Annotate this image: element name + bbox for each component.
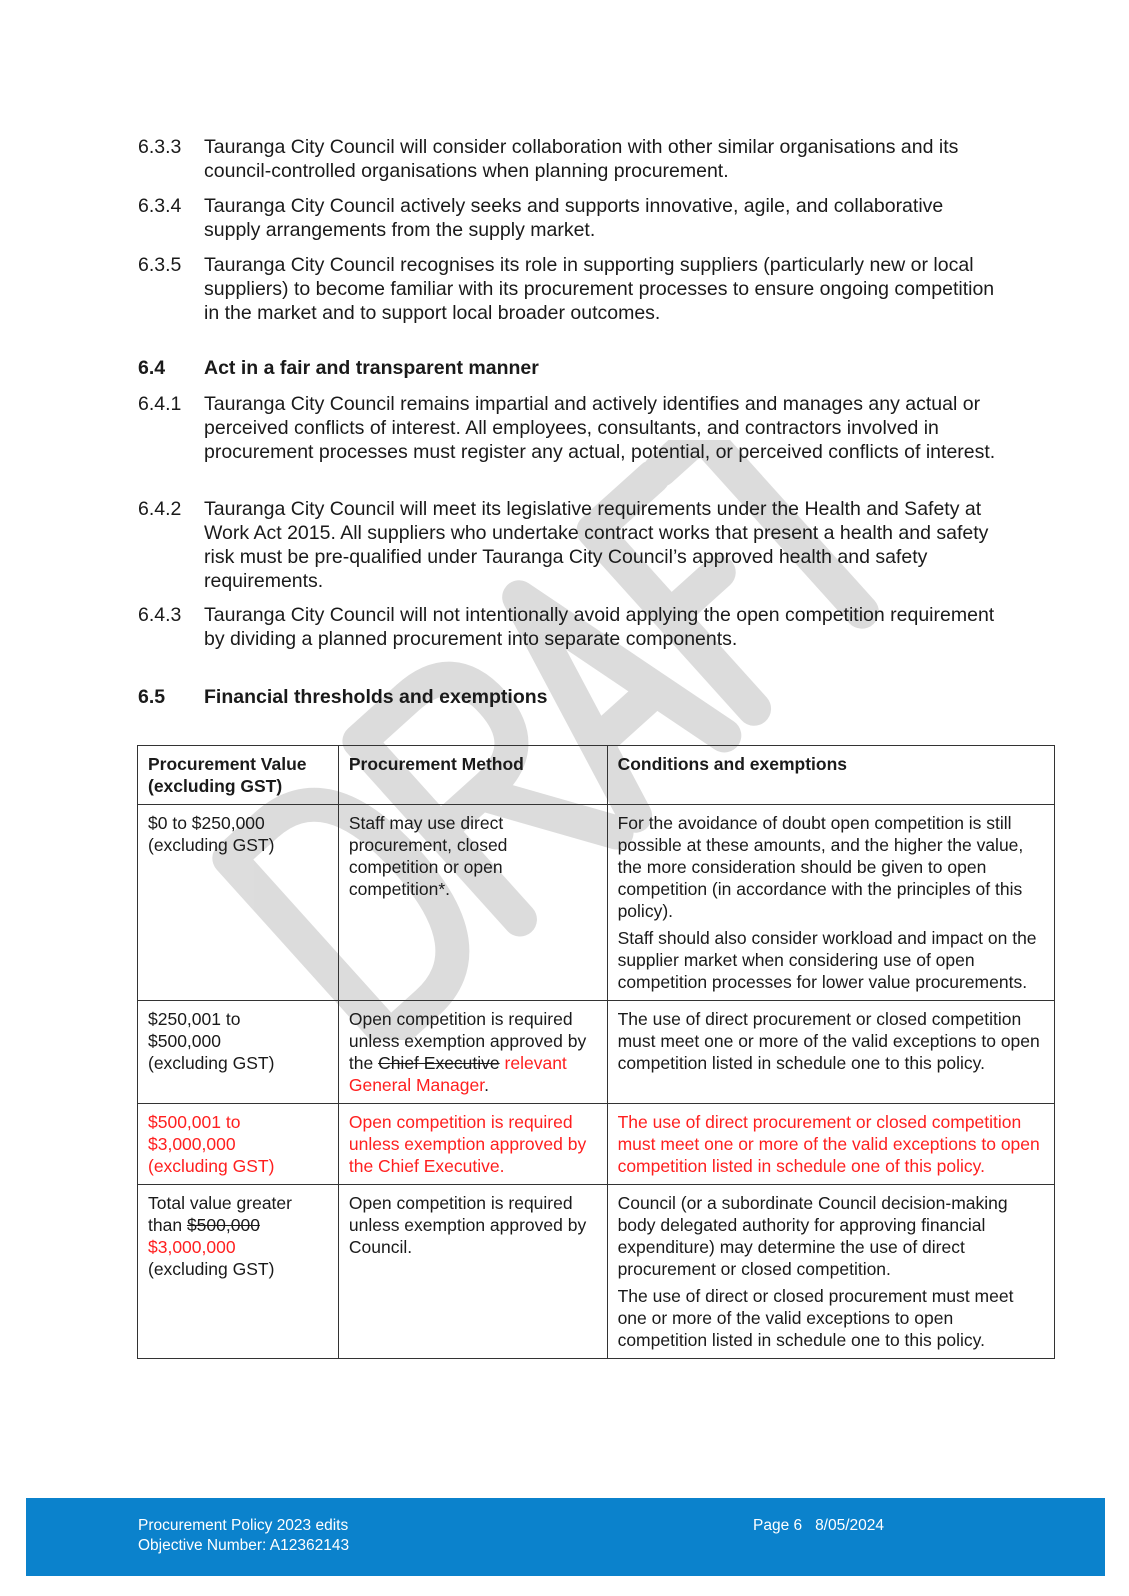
conditions-paragraph: For the avoidance of doubt open competition is still possible at these amounts, and the higher the value, the more consideration should be given to open competition (in accordance with the principles of this policy). — [617, 813, 1024, 921]
clause-number: 6.4.3 — [138, 604, 182, 626]
procurement-value-cell: $0 to $250,000 (excluding GST) — [138, 805, 339, 1001]
clause-number: 6.4.1 — [138, 393, 182, 415]
footer-date: 8/05/2024 — [815, 1517, 885, 1534]
conditions-cell — [607, 805, 1054, 1001]
clause-text: Tauranga City Council recognises its role in supporting suppliers (particularly new or local suppliers) to become familiar with its procurement processes to ensure ongoing competition in the market and to support local broader outcomes. — [204, 254, 995, 324]
clause-6-4-3 — [138, 603, 998, 651]
value-line: $500,000 — [148, 1031, 221, 1051]
value-line: (excluding GST) — [148, 1156, 275, 1176]
clause-text: Tauranga City Council will consider collaboration with other similar organisations and its council-controlled organisations when planning procurement. — [204, 136, 959, 182]
clause-6-3-3 — [138, 135, 998, 183]
conditions-cell: The use of direct procurement or closed competition must meet one or more of the valid exceptions to open competition listed in schedule one of this policy. — [607, 1104, 1054, 1185]
value-line: than — [148, 1215, 183, 1235]
clause-number: 6.3.4 — [138, 195, 182, 217]
section-number: 6.5 — [138, 686, 166, 708]
procurement-value-cell — [138, 1185, 339, 1359]
conditions-cell: The use of direct procurement or closed competition must meet one or more of the valid exceptions to open competition listed in schedule one to this policy. — [607, 1001, 1054, 1104]
conditions-paragraph: The use of direct or closed procurement must meet one or more of the valid exceptions to open competition listed in schedule one to this policy. — [617, 1286, 1014, 1350]
clause-6-4-2 — [138, 497, 998, 593]
footer-right — [753, 1516, 884, 1536]
objective-number: Objective Number: A12362143 — [138, 1537, 350, 1554]
clause-text: Tauranga City Council actively seeks and supports innovative, agile, and collaborative supply arrangements from the supply market. — [204, 195, 944, 241]
table-row — [138, 805, 1055, 1001]
clause-number: 6.3.5 — [138, 254, 182, 276]
clause-6-3-5 — [138, 253, 998, 325]
table-row-inserted — [138, 1104, 1055, 1185]
table-header-row — [138, 746, 1055, 805]
table-row — [138, 1001, 1055, 1104]
table-row — [138, 1185, 1055, 1359]
document-title: Procurement Policy 2023 edits — [138, 1517, 349, 1534]
clause-text: Tauranga City Council will meet its legislative requirements under the Health and Safety at Work Act 2015. All suppliers who undertake contract works that present a health and safety risk must be pre-qualified under Tauranga City Council’s approved health and safety requirements. — [204, 498, 989, 592]
procurement-method-cell: Staff may use direct procurement, closed competition or open competition*. — [338, 805, 607, 1001]
value-line: (excluding GST) — [148, 1259, 275, 1279]
procurement-method-cell — [338, 1001, 607, 1104]
conditions-cell — [607, 1185, 1054, 1359]
column-header: Procurement Value (excluding GST) — [138, 746, 339, 805]
deleted-text: $500,000 — [186, 1215, 260, 1235]
value-line: $500,001 to — [148, 1112, 241, 1132]
section-title: Financial thresholds and exemptions — [204, 686, 548, 708]
method-text: Open competition is required unless exemption approved by the — [348, 1009, 587, 1073]
page-number: Page 6 — [753, 1517, 803, 1534]
conditions-paragraph: Council (or a subordinate Council decision-making body delegated authority for approving financial expenditure) may determine the use of direct procurement or closed competition. — [617, 1193, 1008, 1279]
column-header: Procurement Method — [338, 746, 607, 805]
value-line: Total value greater — [148, 1193, 292, 1213]
clause-number: 6.3.3 — [138, 136, 182, 158]
conditions-paragraph: Staff should also consider workload and impact on the supplier market when considering use of open competition processes for lower value procurements. — [617, 928, 1037, 992]
section-title: Act in a fair and transparent manner — [204, 357, 539, 379]
procurement-value-cell — [138, 1001, 339, 1104]
page-footer — [26, 1498, 1105, 1576]
procurement-method-cell: Open competition is required unless exemption approved by Council. — [338, 1185, 607, 1359]
clause-6-3-4 — [138, 194, 998, 242]
value-line: $250,001 to — [148, 1009, 241, 1029]
clause-number: 6.4.2 — [138, 498, 182, 520]
method-text-end: . — [484, 1075, 489, 1095]
financial-thresholds-table — [137, 745, 1055, 1359]
section-heading-6-5 — [138, 686, 548, 709]
clause-text: Tauranga City Council remains impartial and actively identifies and manages any actual or perceived conflicts of interest. All employees, consultants, and contractors involved in procurement processes must register any actual, potential, or perceived conflicts of interest. — [204, 393, 996, 463]
section-heading-6-4 — [138, 357, 539, 380]
column-header: Conditions and exemptions — [607, 746, 1054, 805]
section-number: 6.4 — [138, 357, 166, 379]
procurement-method-cell: Open competition is required unless exemption approved by the Chief Executive. — [338, 1104, 607, 1185]
clause-text: Tauranga City Council will not intentionally avoid applying the open competition requirement by dividing a planned procurement into separate components. — [204, 604, 995, 650]
value-line: (excluding GST) — [148, 1053, 275, 1073]
footer-left — [138, 1516, 349, 1556]
inserted-text: $3,000,000 — [148, 1237, 236, 1257]
procurement-value-cell — [138, 1104, 339, 1185]
deleted-text: Chief Executive — [378, 1053, 500, 1073]
clause-6-4-1 — [138, 392, 998, 464]
inserted-text: relevant General Manager — [348, 1053, 567, 1095]
value-line: $3,000,000 — [148, 1134, 236, 1154]
